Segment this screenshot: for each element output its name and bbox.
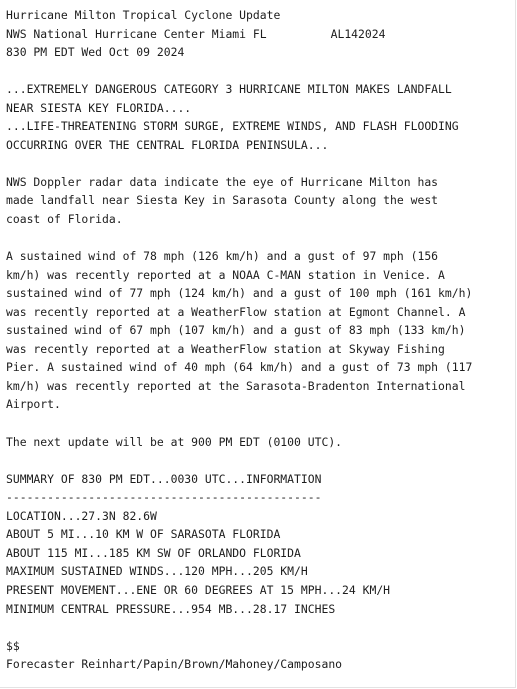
summary-pressure: MINIMUM CENTRAL PRESSURE...954 MB...28.17 INCHES [6, 601, 336, 616]
terminator: $$ [6, 638, 20, 653]
next-update: The next update will be at 900 PM EDT (0100 UTC). [6, 434, 343, 449]
summary-movement: PRESENT MOVEMENT...ENE OR 60 DEGREES AT 15 MPH...24 KM/H [6, 582, 391, 597]
blank-line [6, 154, 514, 173]
issuing-office: NWS National Hurricane Center Miami FL [6, 26, 267, 41]
headline-line: ...EXTREMELY DANGEROUS CATEGORY 3 HURRICANE MILTON MAKES LANDFALL [6, 82, 452, 97]
summary-winds: MAXIMUM SUSTAINED WINDS...120 MPH...205 KM/H [6, 564, 308, 579]
body-line: A sustained wind of 78 mph (126 km/h) and a gust of 97 mph (156 [6, 249, 439, 264]
advisory-title: Hurricane Milton Tropical Cyclone Update [6, 8, 281, 22]
storm-id: AL142024 [330, 26, 386, 41]
summary-rule: ---------------------------------------------- [6, 490, 322, 505]
body-line: NWS Doppler radar data indicate the eye of Hurricane Milton has [6, 174, 439, 189]
headline-line: ...LIFE-THREATENING STORM SURGE, EXTREME WINDS, AND FLASH FLOODING [6, 119, 459, 134]
summary-heading: SUMMARY OF 830 PM EDT...0030 UTC...INFORMATION [6, 471, 322, 486]
body-line: km/h) was recently reported at the Sarasota-Bradenton International [6, 378, 466, 393]
forecaster-line: Forecaster Reinhart/Papin/Brown/Mahoney/Camposano [6, 657, 343, 672]
headline-line: NEAR SIESTA KEY FLORIDA.... [6, 100, 192, 115]
summary-about: ABOUT 115 MI...185 KM SW OF ORLANDO FLORIDA [6, 545, 301, 560]
summary-about: ABOUT 5 MI...10 KM W OF SARASOTA FLORIDA [6, 527, 281, 542]
blank-line [6, 414, 514, 433]
office-row [6, 25, 514, 44]
issue-time: 830 PM EDT Wed Oct 09 2024 [6, 45, 185, 60]
body-line: made landfall near Siesta Key in Sarasota County along the west [6, 193, 439, 208]
blank-line [6, 451, 514, 470]
advisory-text [6, 6, 514, 674]
body-line: coast of Florida. [6, 212, 123, 227]
spacer [267, 25, 331, 44]
body-line: km/h) was recently reported at a NOAA C-MAN station in Venice. A [6, 267, 445, 282]
blank-line [6, 618, 514, 637]
headline-line: OCCURRING OVER THE CENTRAL FLORIDA PENINSULA... [6, 137, 329, 152]
blank-line [6, 229, 514, 248]
body-line: was recently reported at a WeatherFlow station at Skyway Fishing [6, 341, 445, 356]
blank-line [6, 62, 514, 81]
body-line: sustained wind of 77 mph (124 km/h) and a gust of 100 mph (161 km/h) [6, 286, 473, 301]
body-line: sustained wind of 67 mph (107 km/h) and a gust of 83 mph (133 km/h) [6, 323, 466, 338]
body-line: Airport. [6, 397, 61, 412]
summary-location: LOCATION...27.3N 82.6W [6, 508, 157, 523]
body-line: was recently reported at a WeatherFlow station at Egmont Channel. A [6, 304, 466, 319]
body-line: Pier. A sustained wind of 40 mph (64 km/h) and a gust of 73 mph (117 [6, 360, 473, 375]
